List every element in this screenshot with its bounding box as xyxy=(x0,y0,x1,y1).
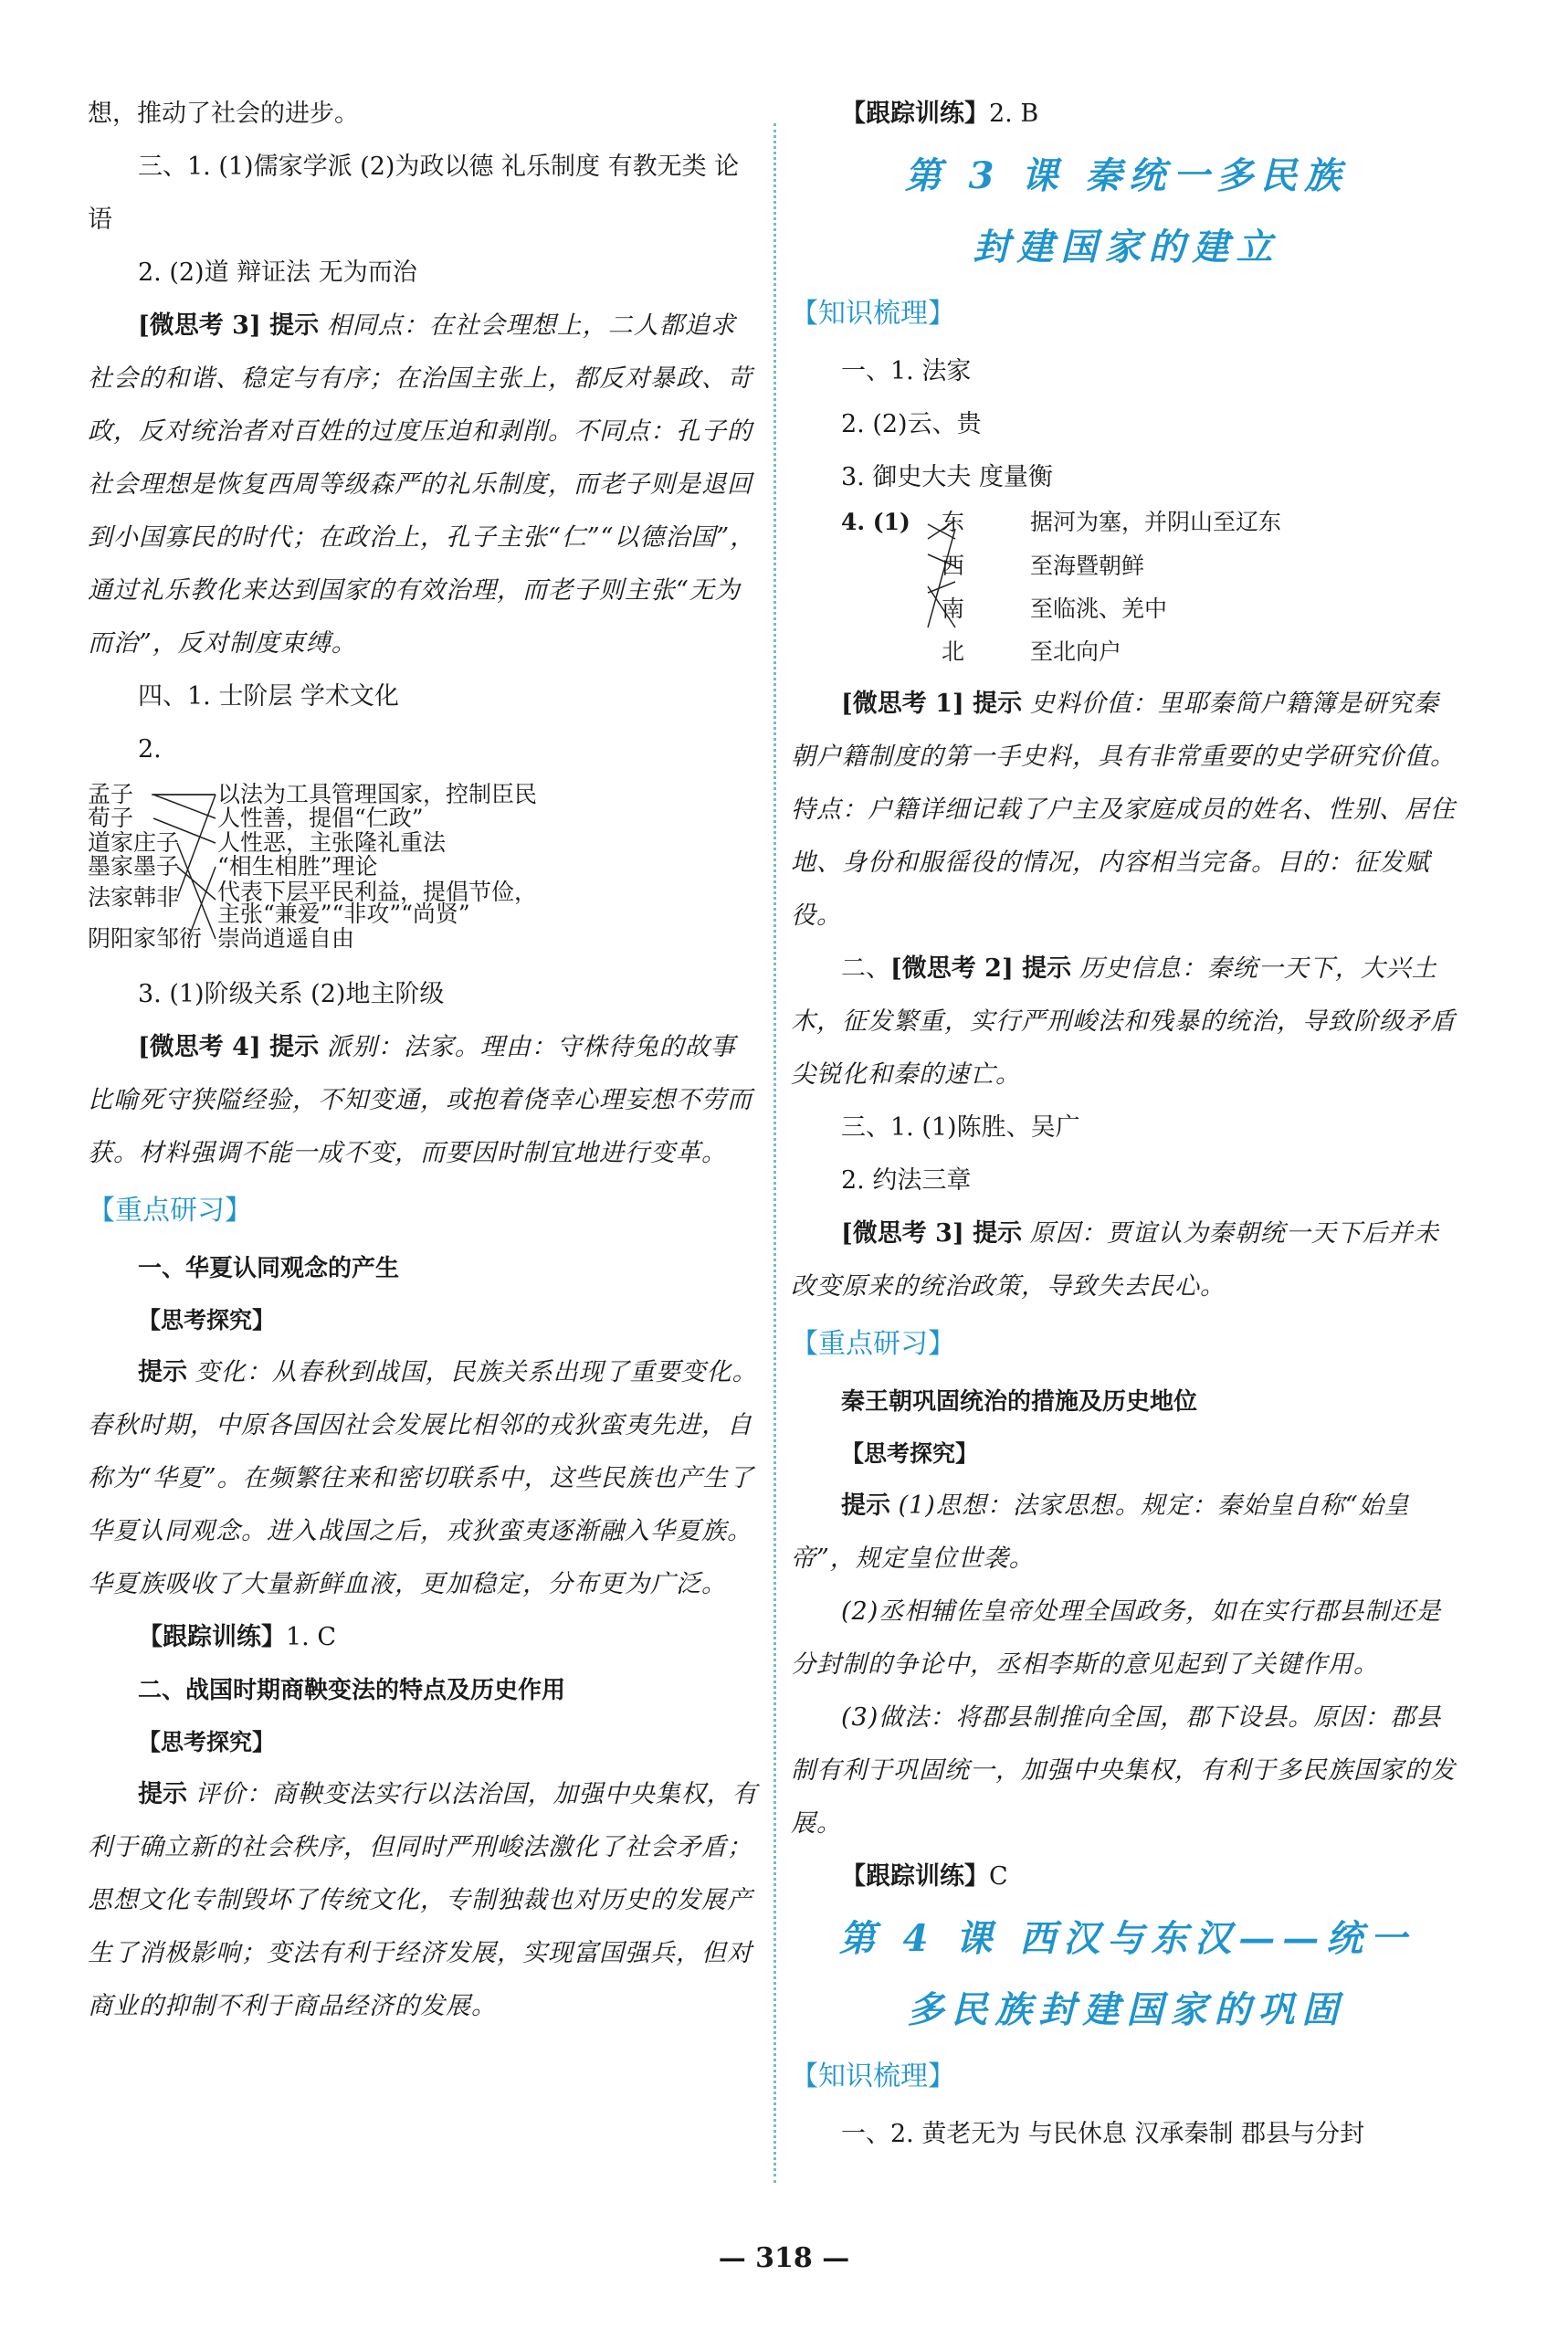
direction-matching-diagram xyxy=(791,504,1462,678)
match-left-item: 孟子 xyxy=(88,781,134,807)
subheading: 一、华夏认同观念的产生 xyxy=(138,1255,400,1282)
text-line: 四、1. 士阶层 学术文化 xyxy=(138,682,399,711)
tracking-answer: 2. B xyxy=(989,100,1039,128)
direction-right: 至临洮、羌中 xyxy=(1030,595,1168,622)
hint-text: (3)做法：将郡县制推向全国，郡下设县。原因：郡县制有利于巩固统一，加强中央集权，有利于多民族国家的发展。 xyxy=(791,1703,1456,1838)
weisikao-text: 原因：贾谊认为秦朝统一天下后并未改变原来的统治政策，导致失去民心。 xyxy=(791,1219,1439,1301)
hint-text: (2)丞相辅佐皇帝处理全国政务，如在实行郡县制还是分封制的争论中，丞相李斯的意见起到了关键作用。 xyxy=(791,1597,1442,1679)
subheading: 二、战国时期商鞅变法的特点及历史作用 xyxy=(138,1677,566,1704)
tracking-line xyxy=(791,88,1462,141)
hint-label: 提示 xyxy=(841,1491,890,1520)
match-right-item: 崇尚逍遥自由 xyxy=(217,925,355,952)
lesson-title: 第 3 课 秦统一多民族 xyxy=(904,154,1349,197)
thinking-label: 【思考探究】 xyxy=(138,1729,276,1755)
tracking-line xyxy=(791,1850,1462,1903)
direction-left: 北 xyxy=(942,638,965,665)
weisikao-label: [微思考 3] 提示 xyxy=(841,1219,1023,1248)
match-right-item: 代表下层平民利益，提倡节俭， xyxy=(217,879,538,905)
tracking-label: 【跟踪训练】 xyxy=(841,1862,989,1891)
left-column xyxy=(88,100,759,2033)
lesson-title: 封建国家的建立 xyxy=(973,226,1280,269)
text-line: 想，推动了社会的进步。 xyxy=(88,100,359,128)
text-line: 3. 御史大夫 度量衡 xyxy=(841,463,1053,491)
weisikao-text: 历史信息：秦统一天下，大兴土木，征发繁重，实行严刑峻法和残暴的统治，导致阶级矛盾尖锐化和秦的速亡。 xyxy=(791,954,1456,1089)
weisikao-1 xyxy=(791,678,1462,943)
thinking-label: 【思考探究】 xyxy=(138,1307,276,1333)
tracking-label: 【跟踪训练】 xyxy=(841,100,989,128)
lesson-title: 多民族封建国家的巩固 xyxy=(907,1988,1346,2031)
match-left-item: 荀子 xyxy=(88,805,134,831)
weisikao-prefix: 二、 xyxy=(841,954,890,983)
tracking-answer: C xyxy=(989,1862,1008,1891)
weisikao-label: [微思考 3] 提示 xyxy=(138,311,320,340)
match-left-item: 法家韩非 xyxy=(88,884,180,911)
section-heading: 【知识梳理】 xyxy=(791,2060,955,2092)
thinking-label: 【思考探究】 xyxy=(841,1440,979,1467)
tracking-label: 【跟踪训练】 xyxy=(138,1623,286,1651)
weisikao-text: 派别：法家。理由：守株待兔的故事比喻死守狭隘经验，不知变通，或抱着侥幸心理妄想不劳而获。材料强调不能一成不变，而要因时制宜地进行变革。 xyxy=(88,1033,752,1167)
match-left-item: 道家庄子 xyxy=(88,829,180,856)
section-heading: 【重点研习】 xyxy=(791,1328,955,1360)
weisikao-text: 史料价值：里耶秦简户籍簿是研究秦朝户籍制度的第一手史料，具有非常重要的史学研究价值。特点：户籍详细记载了户主及家庭成员的姓名、性别、居住地、身份和服徭役的情况，内容相当完备。目的：征发赋役。 xyxy=(791,690,1456,930)
direction-right: 至海暨朝鲜 xyxy=(1030,553,1145,579)
direction-right: 据河为塞，并阴山至辽东 xyxy=(1030,509,1282,535)
lesson-title: 第 4 课 西汉与东汉——统一 xyxy=(838,1917,1415,1960)
match-right-item: 主张“兼爱”“非攻”“尚贤” xyxy=(217,901,470,927)
tracking-answer: 1. C xyxy=(286,1623,337,1651)
section-heading: 【知识梳理】 xyxy=(791,298,955,330)
hint-paragraph xyxy=(88,1346,759,1611)
weisikao-3 xyxy=(88,300,759,670)
page-number: — 318 — xyxy=(718,2242,850,2274)
weisikao-label: [微思考 2] 提示 xyxy=(890,954,1072,983)
hint-text: (1)思想：法家思想。规定：秦始皇自称“始皇帝”，规定皇位世袭。 xyxy=(791,1491,1410,1573)
direction-left: 西 xyxy=(942,553,965,579)
match-right-item: 人性恶，主张隆礼重法 xyxy=(217,829,447,856)
text-line: 一、1. 法家 xyxy=(841,357,972,385)
direction-left: 南 xyxy=(942,595,965,622)
direction-right: 至北向户 xyxy=(1030,638,1122,665)
match-left-item: 阴阳家邹衍 xyxy=(88,925,203,952)
direction-item-label: 4. (1) xyxy=(841,509,910,535)
section-heading: 【重点研习】 xyxy=(88,1195,252,1227)
weisikao-label: [微思考 1] 提示 xyxy=(841,690,1023,718)
hint-paragraph xyxy=(88,1768,759,2033)
match-right-item: “相生相胜”理论 xyxy=(217,853,378,880)
subheading: 秦王朝巩固统治的措施及历史地位 xyxy=(841,1388,1198,1416)
weisikao-text: 相同点：在社会理想上，二人都追求社会的和谐、稳定与有序；在治国主张上，都反对暴政、苛政，反对统治者对百姓的过度压迫和剥削。不同点：孔子的社会理想是恢复西周等级森严的礼乐制度，而老子则是退回到小国寡民的时代；在政治上，孔子主张“仁”“以德治国”，通过礼乐教化来达到国家的有效治理，而老子则主张“无为而治”，反对制度束缚。 xyxy=(88,311,756,658)
tracking-line xyxy=(88,1611,759,1664)
column-divider xyxy=(773,123,776,2183)
weisikao-4 xyxy=(88,1021,759,1180)
weisikao-2 xyxy=(791,943,1462,1101)
hint-label: 提示 xyxy=(138,1358,187,1386)
text-line: 一、2. 黄老无为 与民休息 汉承秦制 郡县与分封 xyxy=(841,2120,1365,2148)
text-line: 2. xyxy=(138,735,162,764)
text-line: 2. (2)云、贵 xyxy=(841,410,982,438)
match-left-item: 墨家墨子 xyxy=(88,853,180,880)
text-line: 3. (1)阶级关系 (2)地主阶级 xyxy=(138,980,445,1008)
text-line: 三、1. (1)陈胜、吴广 xyxy=(841,1113,1080,1142)
weisikao-3 xyxy=(791,1207,1462,1313)
direction-left: 东 xyxy=(942,509,965,535)
text-line: 三、1. (1)儒家学派 (2)为政以德 礼乐制度 有教无类 论语 xyxy=(88,153,740,234)
weisikao-label: [微思考 4] 提示 xyxy=(138,1033,320,1061)
text-line: 2. 约法三章 xyxy=(841,1166,972,1195)
match-right-item: 以法为工具管理国家，控制臣民 xyxy=(217,781,538,807)
text-line: 2. (2)道 辩证法 无为而治 xyxy=(138,258,417,287)
hint-text: 评价：商鞅变法实行以法治国，加强中央集权，有利于确立新的社会秩序，但同时严刑峻法激化了社会矛盾；思想文化专制毁坏了传统文化，专制独裁也对历史的发展产生了消极影响；变法有利于经济发展，实现富国强兵，但对商业的抑制不利于商品经济的发展。 xyxy=(88,1780,758,2020)
hint-label: 提示 xyxy=(138,1780,187,1808)
matching-diagram xyxy=(88,776,759,968)
match-right-item: 人性善，提倡“仁政” xyxy=(217,805,424,831)
hint-text: 变化：从春秋到战国，民族关系出现了重要变化。春秋时期，中原各国因社会发展比相邻的戎狄蛮夷先进，自称为“华夏”。在频繁往来和密切联系中，这些民族也产生了华夏认同观念。进入战国之后，戎狄蛮夷逐渐融入华夏族。华夏族吸收了大量新鲜血液，更加稳定，分布更为广泛。 xyxy=(88,1358,758,1598)
hint-paragraph xyxy=(791,1480,1462,1586)
right-column xyxy=(791,100,1462,2161)
